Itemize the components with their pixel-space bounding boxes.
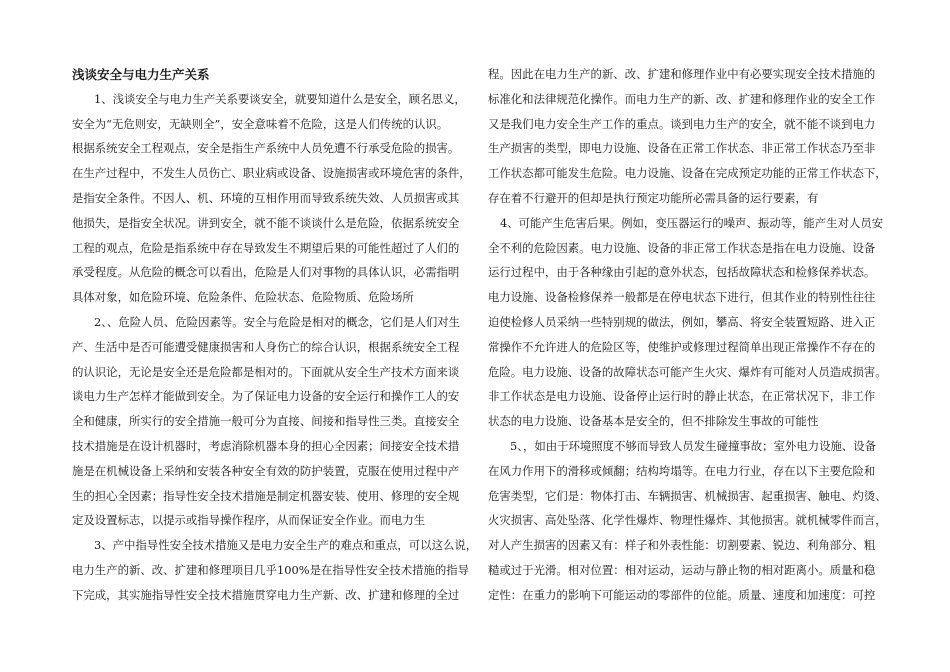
text-line: 程。因此在电力生产的新、改、扩建和修理作业中有必要实现安全技术措施的	[488, 67, 876, 81]
text-line: 工作状态都可能发生危险。电力设施、设备在完成预定功能的正常工作状态下，	[488, 166, 887, 181]
text-line: 生产损害的类型，即电力设施、设备在正常工作状态、非正常工作状态乃至非	[488, 141, 876, 156]
text-line: 存在着不行避开的但却是执行预定功能所必需具备的运行要素，有	[488, 190, 819, 205]
text-line: 技术措施是在设计机器时，考虑消除机器本身的担心全因素；间接安全技术措	[72, 438, 460, 453]
text-line: 危险。电力设施、设备的故障状态可能产生火灾、爆炸有可能对人员造成损害。	[488, 364, 887, 379]
text-line: 3、产中指导性安全技术措施又是电力安全生产的难点和重点，可以这么说，	[94, 538, 478, 553]
text-line: 非工作状态是电力设施、设备停止运行时的静止状态，在正常状况下，非工作	[488, 389, 876, 404]
text-line: 电力设施、设备检修保养一般都是在停电状态下进行，但其作业的特别性往往	[488, 290, 876, 305]
text-line: 谈电力生产怎样才能做到安全。为了保证电力设备的安全运行和操作工人的安	[72, 389, 460, 404]
text-line: 1、浅谈安全与电力生产关系要谈安全，就要知道什么是安全，顾名思义，	[94, 91, 466, 106]
text-line: 全不利的危险因素。电力设施、设备的非正常工作状态是指在电力设施、设备	[488, 240, 876, 255]
text-line: 又是我们电力安全生产工作的重点。谈到电力生产的安全，就不能不谈到电力	[488, 116, 876, 131]
text-line: 糙或过于光滑。相对位置：相对运动，运动与静止物的相对距离小。质量和稳	[488, 562, 876, 577]
text-line: 施是在机械设备上采纳和安装各种安全有效的防护装置，克服在使用过程中产	[72, 463, 460, 478]
text-line: 2、、危险人员、危险因素等。安全与危险是相对的概念，它们是人们对生	[94, 314, 461, 329]
text-line: 承受程度。从危险的概念可以看出，危险是人们对事物的具体认识，必需指明	[72, 265, 460, 280]
text-line: 下完成，其实施指导性安全技术措施贯穿电力生产新、改、扩建和修理的全过	[72, 587, 460, 602]
left-column	[72, 62, 478, 608]
text-line: 是指安全条件。不因人、机、环境的互相作用而导致系统失效、人员损害或其	[72, 190, 460, 205]
text-line: 工程的观点，危险是指系统中存在导致发生不期望后果的可能性超过了人们的	[72, 240, 460, 255]
text-line: 安全为“无危则安，无缺则全”，安全意味着不危险，这是人们传统的认识。	[72, 116, 449, 131]
text-line: 他损失，是指安全状况。讲到安全，就不能不谈谈什么是危险，依据系统安全	[72, 215, 460, 230]
text-line: 标准化和法律规范化操作。而电力生产的新、改、扩建和修理作业的安全工作	[488, 91, 876, 106]
text-line: 火灾损害、高处坠落、化学性爆炸、物理性爆炸、其他损害。就机械零件而言，	[488, 513, 887, 528]
text-line: 定及设置标志，以提示或指导操作程序，从而保证安全作业。而电力生	[72, 513, 426, 528]
text-line: 运行过程中，由于各种缘由引起的意外状态，包括故障状态和检修保养状态。	[488, 265, 876, 280]
text-line: 状态的电力设施、设备基本是安全的，但不排除发生事故的可能性	[488, 414, 819, 429]
text-line: 5、，如由于环境照度不够而导致人员发生碰撞事故；室外电力设施、设备	[510, 438, 877, 453]
text-line: 在生产过程中，不发生人员伤亡、职业病或设备、设施损害或环境危害的条件，	[72, 166, 471, 181]
text-line: 具体对象，如危险环境、危险条件、危险状态、危险物质、危险场所	[72, 290, 414, 305]
text-line: 4、可能产生危害后果。例如，变压器运行的噪声、振动等，能产生对人员安	[500, 215, 884, 230]
text-line: 的认识论，无论是安全还是危险都是相对的。下面就从安全生产技术方面来谈	[72, 364, 460, 379]
text-line: 电力生产的新、改、扩建和修理项目几乎100%是在指导性安全技术措施的指导	[72, 562, 470, 577]
text-line: 定性：在重力的影响下可能运动的零部件的位能。质量、速度和加速度：可控	[488, 587, 876, 602]
right-column	[488, 62, 888, 608]
left-column-text	[72, 87, 478, 608]
text-line: 根据系统安全工程观点，安全是指生产系统中人员免遭不行承受危险的损害。	[72, 141, 460, 156]
text-line: 生的担心全因素；指导性安全技术措施是制定机器安装、使用、修理的安全规	[72, 488, 460, 503]
text-line: 迫使检修人员采纳一些特别规的做法，例如，攀高、将安全装置短路、进入正	[488, 314, 876, 329]
text-line: 对人产生损害的因素又有：样子和外表性能：切割要素、锐边、利角部分、粗	[488, 538, 876, 553]
text-line: 常操作不允许进人的危险区等，使维护或修理过程简单出现正常操作不存在的	[488, 339, 876, 354]
text-line: 产、生活中是否可能遭受健康损害和人身伤亡的综合认识，根据系统安全工程	[72, 339, 460, 354]
text-line: 在风力作用下的滑移或倾翻；结构垮塌等。在电力行业，存在以下主要危险和	[488, 463, 876, 478]
right-column-text	[488, 62, 888, 608]
document-title: 浅谈安全与电力生产关系	[72, 67, 210, 82]
text-line: 全和健康，所实行的安全措施一般可分为直接、间接和指导性三类。直接安全	[72, 414, 460, 429]
text-line: 危害类型，它们是：物体打击、车辆损害、机械损害、起重损害、触电、灼烫、	[488, 488, 887, 503]
